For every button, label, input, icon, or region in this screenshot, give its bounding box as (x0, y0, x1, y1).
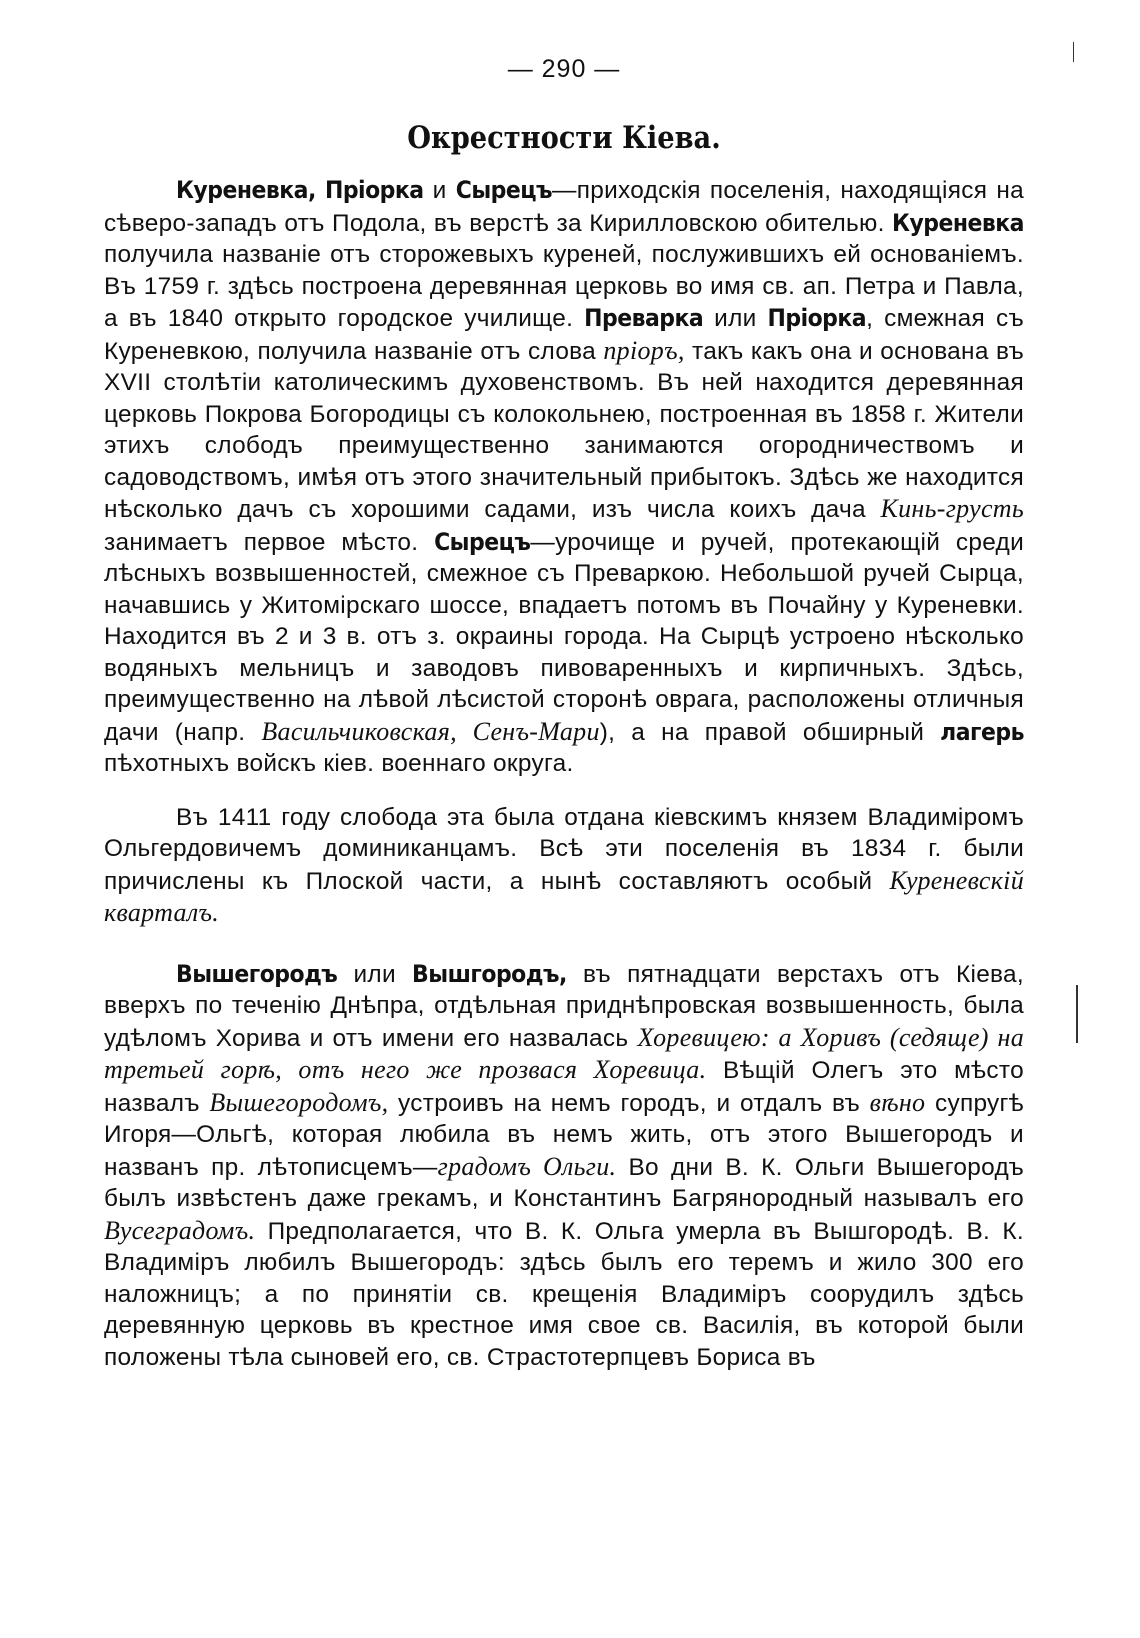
text-run: супругѣ Игоря—Ольгѣ, которая любила въ немъ жить, отъ этого Вышегородъ и названъ пр. лѣтописцемъ— (104, 1089, 1024, 1181)
book-page (104, 55, 1024, 1373)
term-vyshegorod: Вышегородъ (176, 958, 338, 988)
text-run: устроивъ на немъ городъ, и отдалъ въ (388, 1089, 870, 1117)
text-run: въ пятнадцати верстахъ отъ Кіева, вверхъ по теченію Днѣпра, отдѣльная приднѣпровская возвышенность, была удѣломъ Хорива и отъ имени его назвалась (104, 960, 1024, 1052)
page-number: — 290 — (507, 55, 621, 83)
text-run: получила названіе отъ сторожевыхъ куреней, послужившихъ ей основаніемъ. Въ 1759 г. здѣсь построена деревянная церковь во имя св. ап. Петра и Павла, а въ 1840 открыто городское училище. (104, 241, 1024, 332)
text-run: пѣхотныхъ войскъ кіев. военнаго округа. (104, 750, 574, 777)
term-syrets: Сырецъ (455, 175, 553, 204)
term-priorka: Пріорка (767, 303, 867, 332)
text-run: Во дни В. К. Ольги Вышегородъ былъ извѣстенъ даже грекамъ, и Константинъ Багрянородный называлъ его (104, 1153, 1024, 1212)
text-run: Вѣщій Олегъ это мѣсто назвалъ (104, 1057, 1024, 1117)
text-run: , смежная съ Куреневкою, получила названіе отъ слова (104, 305, 1024, 365)
italic-kurenevsky-kvartal: Куреневскій кварталъ. (104, 865, 1024, 927)
term-kurenevka-priorka: Куреневка, Пріорка (176, 175, 424, 204)
text-run: или (703, 305, 768, 332)
italic-kin-grust: Кинь-грусть (880, 494, 1024, 523)
term-prevarka: Преварка (584, 303, 704, 332)
text-run: Въ 1411 году слобода эта была отдана кіевскимъ князем Владиміромъ Ольгердовичемъ доминиканцамъ. Всѣ эти поселенія въ 1834 г. были причислены къ Плоской части, а нынѣ составляютъ особый (104, 803, 1024, 895)
italic-vyshegorodom: Вышегородомъ, (209, 1087, 389, 1117)
scan-edge-mark-top (1073, 42, 1074, 62)
text-run: Предполагается, что В. К. Ольга умерла въ Вышгородѣ. В. К. Владиміръ любилъ Вышегородъ: здѣсь былъ его теремъ и жило 300 его наложницъ; а по принятіи св. крещенія Владиміръ соорудилъ здѣсь деревянную церковь въ крестное имя свое св. Василія, въ которой были положены тѣла сыновей его, св. Страстотерпцевъ Бориса въ (104, 1217, 1024, 1371)
italic-gradom-olgi: градомъ Ольги. (437, 1151, 617, 1181)
italic-veno: вѣно (869, 1087, 926, 1117)
term-kurenevka: Куреневка (892, 207, 1024, 237)
text-run: —урочище и ручей, протекающій среди лѣсныхъ возвышенностей, смежное съ Преваркою. Небольшой ручей Сырца, начавшись у Житомірскаго шоссе, впадаетъ потомъ въ Почайну у Куреневки. Находится въ 2 и 3 в. отъ з. окраины города. На Сырцѣ устроено нѣсколько водяныхъ мельницъ и заводовъ пивоваренныхъ и кирпичныхъ. Здѣсь, преимущественно на лѣвой лѣсистой сторонѣ оврага, расположены отличныя дачи (напр. (104, 528, 1024, 746)
paragraph-kurenevka (104, 174, 1024, 780)
paragraph-vyshegorod (104, 958, 1024, 1374)
text-run: и (423, 177, 456, 204)
paragraph-1411 (104, 802, 1024, 930)
text-run: занимаетъ первое мѣсто. (104, 528, 435, 556)
text-run: ), а на правой обширный (599, 718, 941, 746)
text-run: такъ какъ она и основана въ XVII столѣтіи католическимъ духовенствомъ. Въ ней находится деревянная церковь Покрова Богородицы съ колокольнею, построенная въ 1858 г. Жители этихъ слободъ преимущественно занимаются огородничествомъ и садоводствомъ, имѣя отъ этого значительный прибытокъ. Здѣсь же находится нѣсколько дачъ съ хорошими садами, изъ числа коихъ дача (104, 337, 1024, 523)
text-run: —приходскія поселенія, находящіяся на сѣверо-западъ отъ Подола, въ верстѣ за Кирилловскою обителью. (104, 177, 1024, 237)
italic-prior: пріоръ, (603, 335, 685, 365)
term-vyshgorod: Вышгородъ, (412, 958, 567, 988)
scan-edge-mark (1076, 985, 1078, 1043)
term-syrets-2: Сырецъ (434, 526, 531, 556)
term-lager: лагерь (940, 716, 1024, 746)
section-title: Окрестности Кіева. (407, 120, 721, 156)
text-run: или (337, 960, 413, 988)
italic-khorevitsa-quote: Хоревицею: а Хоривъ (седяще) на третьей горѣ, отъ него же прозвася Хоревица. (104, 1022, 1024, 1084)
italic-vusegradom: Вусеградомъ. (104, 1215, 256, 1245)
italic-dachas: Васильчиковская, Сенъ-Мари (261, 716, 600, 746)
